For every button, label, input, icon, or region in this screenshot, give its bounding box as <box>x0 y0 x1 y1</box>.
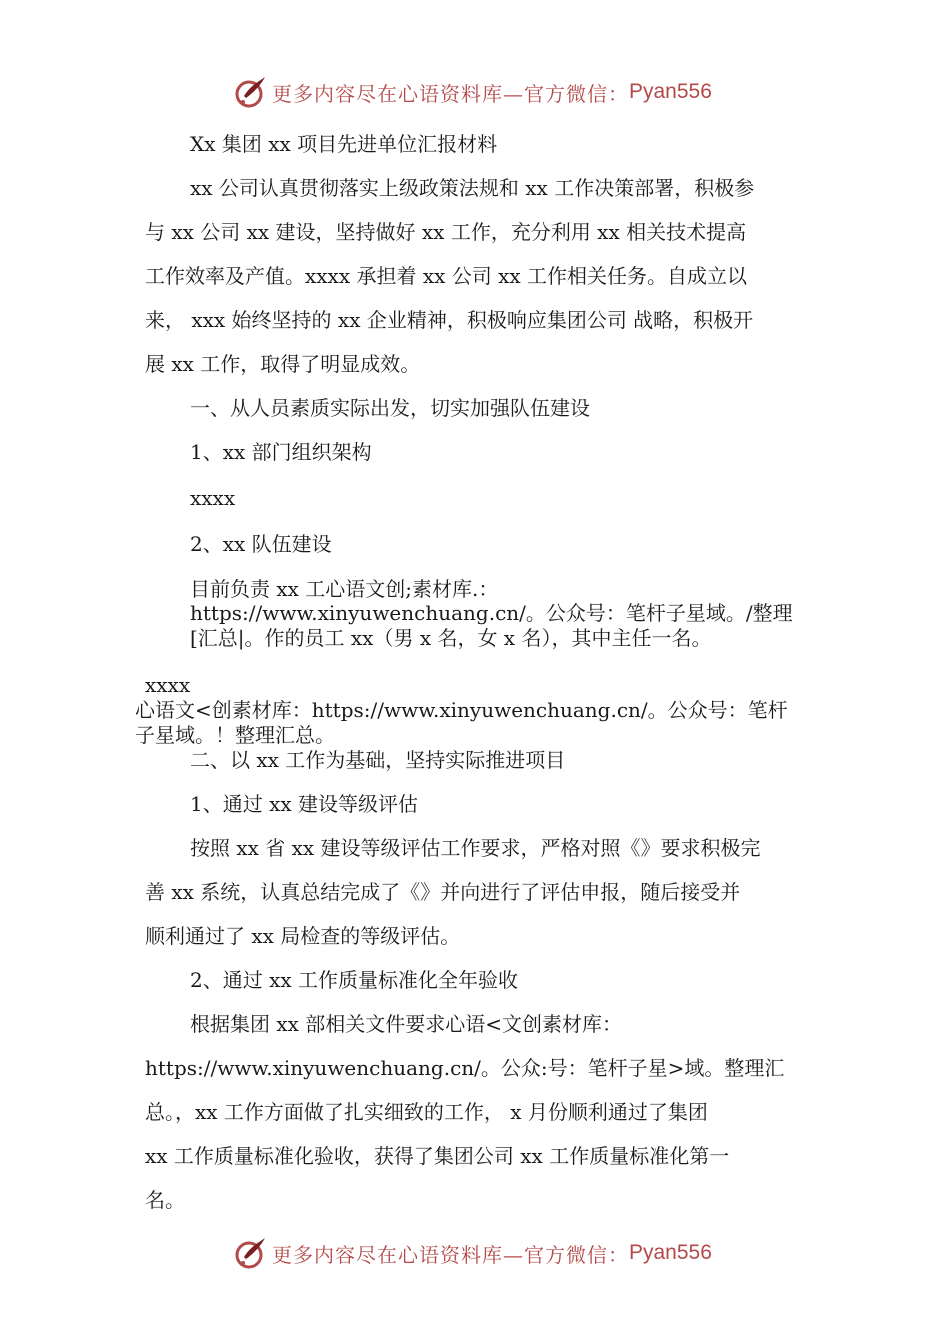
intro-line: 工作效率及产值。xxxx 承担着 xx 公司 xx 工作相关任务。自成立以 <box>145 264 748 288</box>
s2-item1-body-line: 顺利通过了 xx 局检查的等级评估。 <box>145 924 461 948</box>
footer-banner-text: 更多内容尽在心语资料库—官方微信： <box>272 1242 629 1267</box>
s2-item2-body-line: 总。，xx 工作方面做了扎实细致的工作， x 月份顺利通过了集团 <box>145 1100 708 1124</box>
footer-banner <box>232 1233 712 1273</box>
s1-tail-line: 子星域。！整理汇总。 <box>135 723 335 747</box>
s1-item2-body-line: 目前负责 xx 工心语文创;素材库.： <box>190 577 499 601</box>
s2-item1-heading: 1、通过 xx 建设等级评估 <box>190 792 418 816</box>
s1-item2-heading: 2、xx 队伍建设 <box>190 532 332 556</box>
s2-item1-body-line: 按照 xx 省 xx 建设等级评估工作要求，严格对照《》要求积极完 <box>190 836 761 860</box>
intro-line: 与 xx 公司 xx 建设，坚持做好 xx 工作，充分利用 xx 相关技术提高 <box>145 220 747 244</box>
s2-item2-body-line: 名。 <box>145 1188 185 1212</box>
s2-item2-body-line: https://www.xinyuwenchuang.cn/。公众:号：笔杆子星>域。整理汇 <box>145 1056 785 1080</box>
s2-item2-body-line: xx 工作质量标准化验收，获得了集团公司 xx 工作质量标准化第一 <box>145 1144 730 1168</box>
s1-item2-body-line: [汇总|。作的员工 xx（男 x 名，女 x 名），其中主任一名。 <box>190 626 712 650</box>
quill-logo-icon <box>232 74 268 110</box>
s1-item2-body-line: https://www.xinyuwenchuang.cn/。公众号：笔杆子星域。/整理 <box>190 601 793 625</box>
quill-logo-icon <box>232 1235 268 1271</box>
footer-banner-wechat: Pyan556 <box>629 1241 712 1264</box>
intro-line: xx 公司认真贯彻落实上级政策法规和 xx 工作决策部署，积极参 <box>190 176 755 200</box>
section1-heading: 一、从人员素质实际出发，切实加强队伍建设 <box>190 396 590 420</box>
intro-line: 来， xxx 始终坚持的 xx 企业精神，积极响应集团公司 战略，积极开 <box>145 308 754 332</box>
header-banner <box>232 72 712 112</box>
header-banner-wechat: Pyan556 <box>629 80 712 103</box>
header-banner-text: 更多内容尽在心语资料库—官方微信： <box>272 81 629 106</box>
s1-tail-line: xxxx <box>145 673 191 697</box>
section2-heading: 二、以 xx 工作为基础，坚持实际推进项目 <box>190 748 566 772</box>
document-title: Xx 集团 xx 项目先进单位汇报材料 <box>190 132 498 156</box>
s1-item1-heading: 1、xx 部门组织架构 <box>190 440 372 464</box>
s2-item1-body-line: 善 xx 系统，认真总结完成了《》并向进行了评估申报，随后接受并 <box>145 880 741 904</box>
s2-item2-body-line: 根据集团 xx 部相关文件要求心语<文创素材库： <box>190 1012 623 1036</box>
intro-line: 展 xx 工作，取得了明显成效。 <box>145 352 421 376</box>
s1-item1-body: xxxx <box>190 486 236 510</box>
s2-item2-heading: 2、通过 xx 工作质量标准化全年验收 <box>190 968 518 992</box>
s1-tail-line: 心语文<创素材库：https://www.xinyuwenchuang.cn/。公众号：笔杆 <box>135 698 788 722</box>
